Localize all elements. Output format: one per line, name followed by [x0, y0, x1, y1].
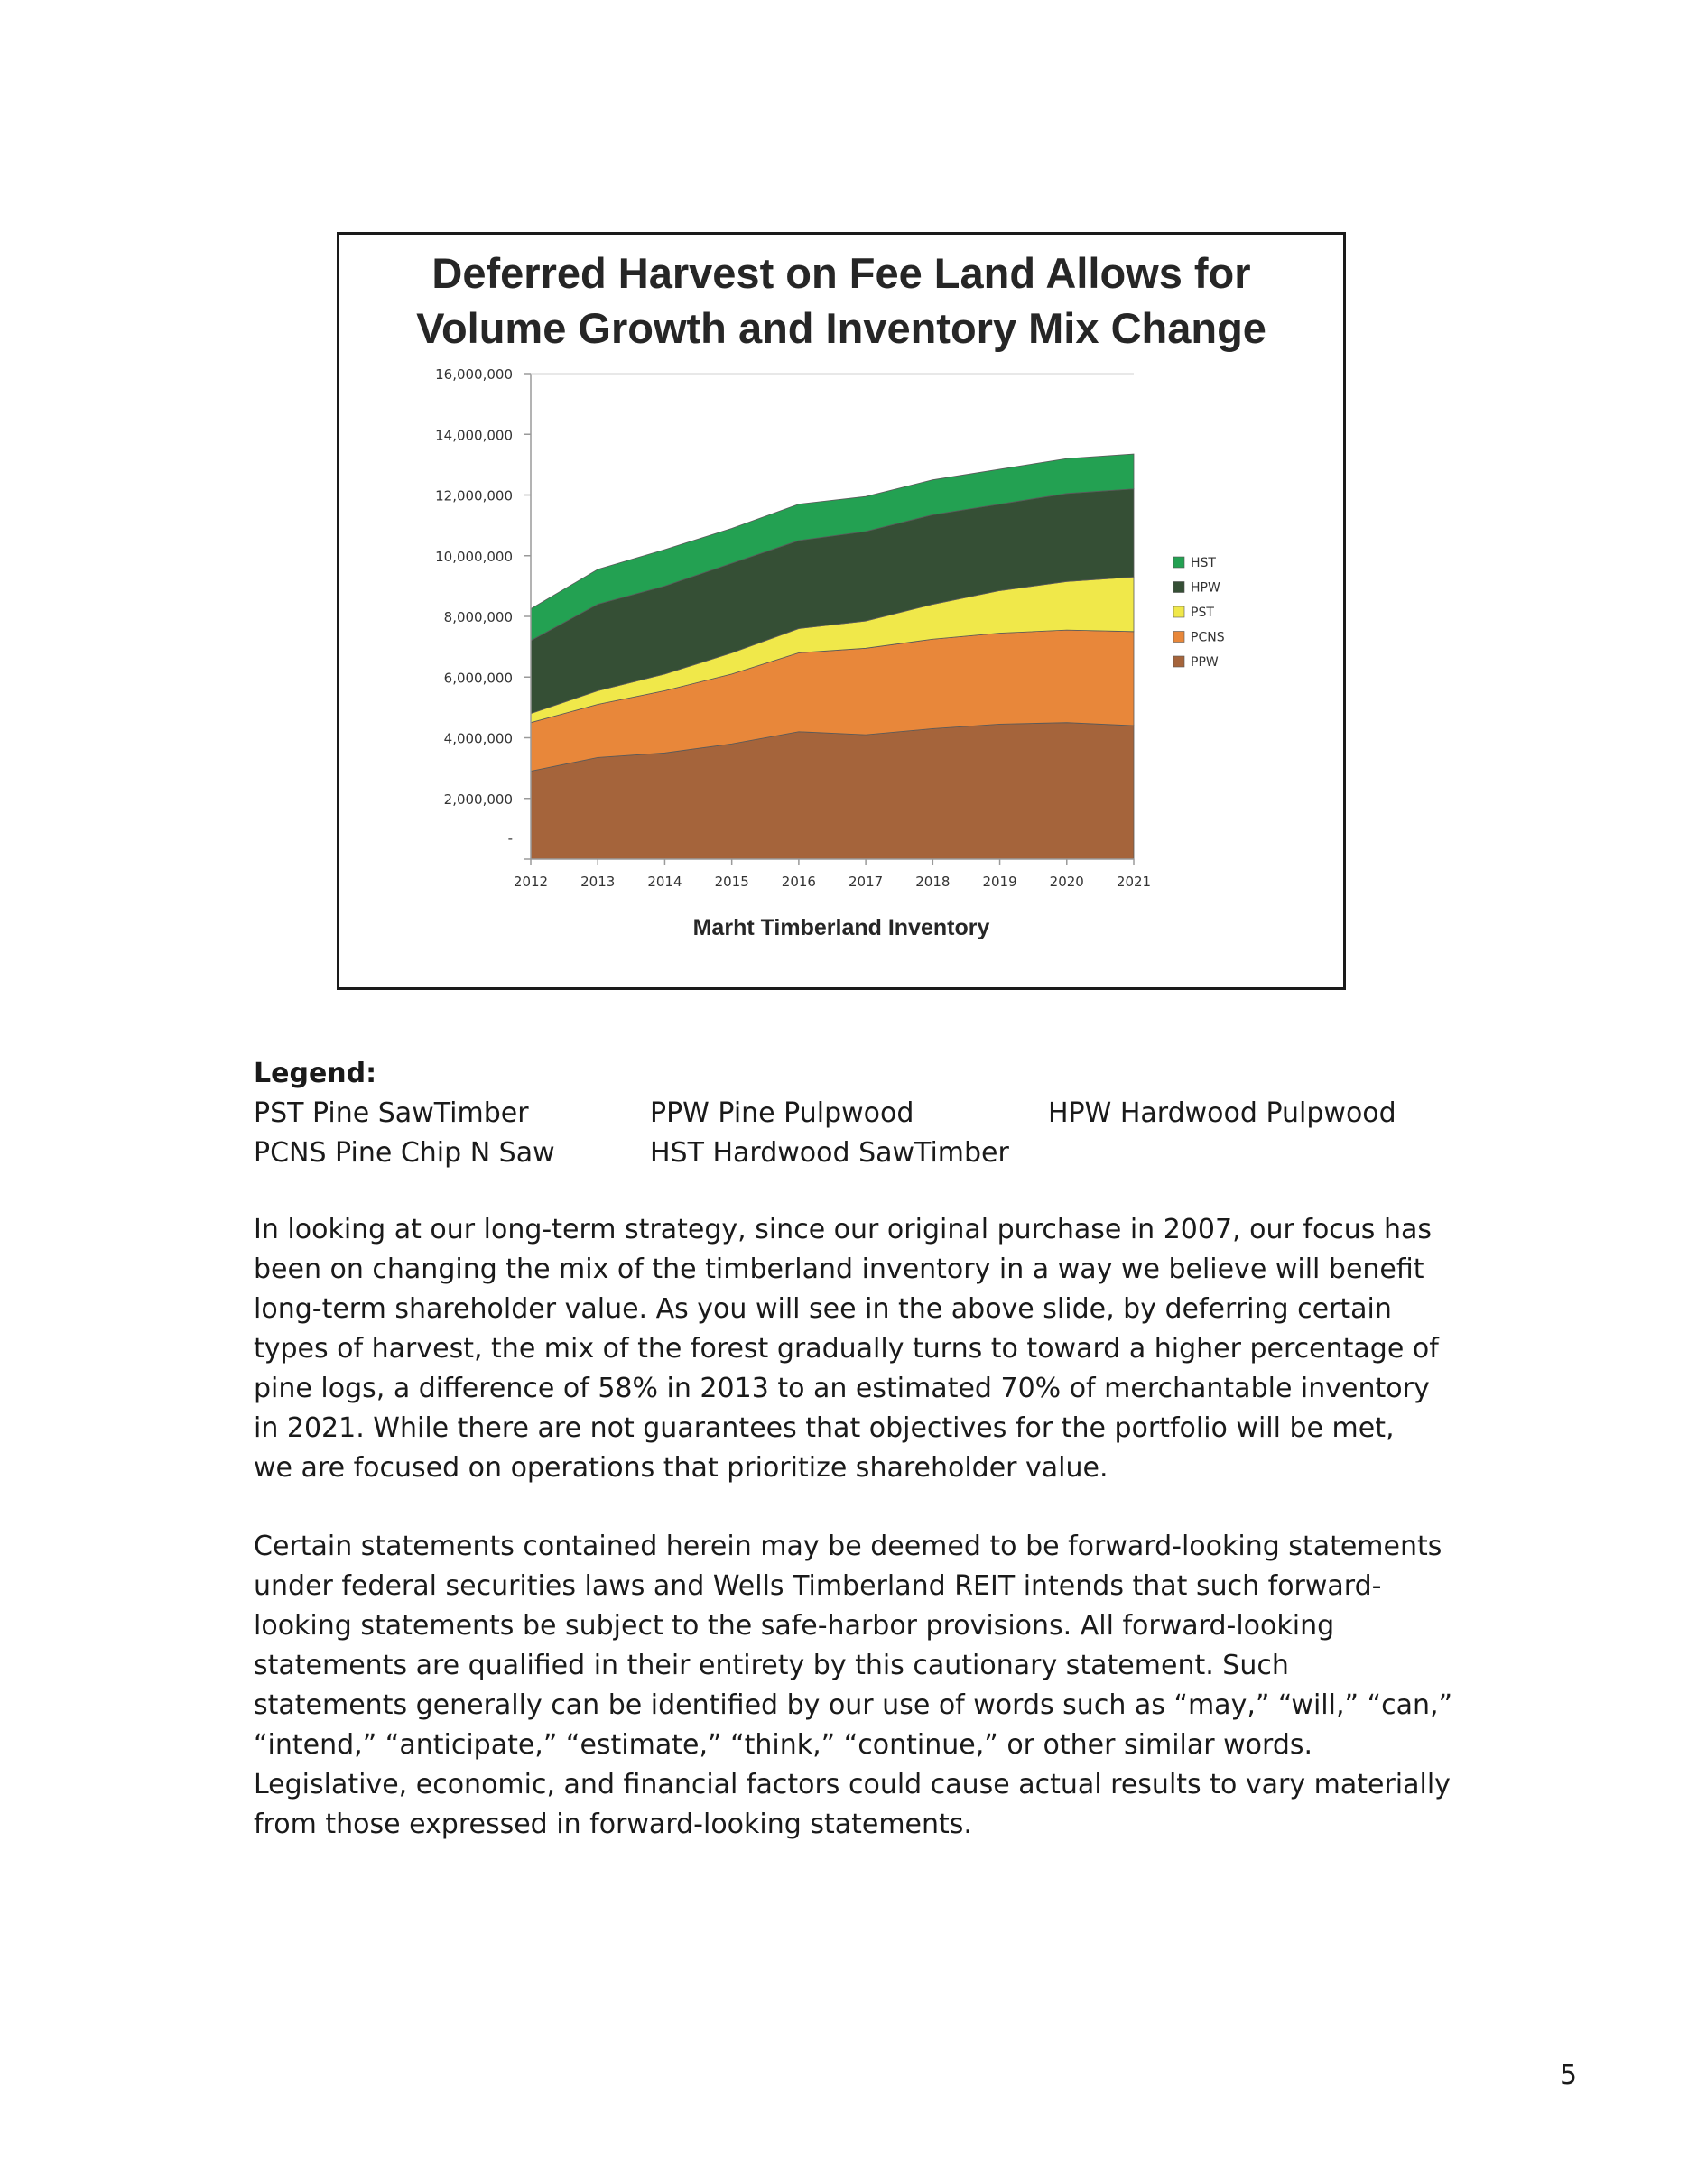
legend-swatch-ppw [1173, 656, 1184, 667]
y-tick-label: 10,000,000 [435, 548, 513, 565]
legend-item-hpw: HPW Hardwood Pulpwood [1048, 1097, 1396, 1129]
legend-item-ppw: PPW Pine Pulpwood [650, 1097, 914, 1129]
chart-slide [337, 232, 1346, 990]
x-tick-label: 2020 [1049, 874, 1084, 890]
paragraph-line: under federal securities laws and Wells Timberland REIT intends that such forward- [254, 1570, 1382, 1602]
y-tick-label: 14,000,000 [435, 427, 513, 444]
x-tick-label: 2012 [513, 874, 549, 890]
y-tick-label: 12,000,000 [435, 487, 513, 504]
slide-title-line-1: Deferred Harvest on Fee Land Allows for [431, 249, 1251, 297]
paragraph-line: pine logs, a difference of 58% in 2013 to an estimated 70% of merchantable inventory [254, 1373, 1430, 1404]
legend-swatch-hpw [1173, 582, 1184, 593]
legend-swatch-hst [1173, 557, 1184, 568]
paragraph-line: statements generally can be identified by our use of words such as “may,” “will,” “can,” [254, 1689, 1453, 1721]
legend-definitions [254, 1094, 1517, 1175]
x-tick-label: 2021 [1116, 874, 1152, 890]
y-tick-label: 2,000,000 [443, 791, 513, 808]
y-tick-label: 6,000,000 [443, 670, 513, 687]
legend-label-hpw: HPW [1191, 580, 1220, 596]
legend-item-hst: HST Hardwood SawTimber [650, 1137, 1009, 1169]
paragraph-line: long-term shareholder value. As you will see in the above slide, by deferring certain [254, 1293, 1392, 1325]
paragraph-line: Certain statements contained herein may be deemed to be forward-looking statements [254, 1531, 1442, 1562]
paragraph-line: In looking at our long-term strategy, since our original purchase in 2007, our focus has [254, 1214, 1432, 1245]
forward-looking-paragraph [254, 1527, 1454, 1845]
y-tick-label: - [507, 830, 513, 847]
paragraph-line: statements are qualified in their entirety by this cautionary statement. Such [254, 1650, 1289, 1681]
legend-label-pst: PST [1191, 606, 1214, 620]
legend-item-pcns: PCNS Pine Chip N Saw [254, 1137, 555, 1169]
x-tick-label: 2018 [915, 874, 951, 890]
legend-swatch-pcns [1173, 632, 1184, 643]
y-tick-label: 8,000,000 [443, 609, 513, 625]
x-tick-label: 2013 [580, 874, 616, 890]
y-tick-label: 16,000,000 [435, 366, 513, 383]
legend-label-ppw: PPW [1191, 655, 1219, 670]
x-tick-label: 2016 [781, 874, 816, 890]
legend-label-hst: HST [1191, 556, 1216, 570]
paragraph-line: looking statements be subject to the safe-harbor provisions. All forward-looking [254, 1610, 1335, 1642]
x-tick-label: 2017 [849, 874, 884, 890]
legend-heading: Legend: [254, 1058, 377, 1089]
legend-item-pst: PST Pine SawTimber [254, 1097, 529, 1129]
legend-swatch-pst [1173, 606, 1184, 617]
legend-label-pcns: PCNS [1191, 630, 1225, 645]
x-tick-label: 2014 [647, 874, 682, 890]
slide-title-line-2: Volume Growth and Inventory Mix Change [416, 304, 1266, 352]
paragraph-line: from those expressed in forward-looking statements. [254, 1809, 972, 1840]
paragraph-line: we are focused on operations that prioritize shareholder value. [254, 1452, 1108, 1484]
strategy-paragraph [254, 1210, 1454, 1488]
x-tick-label: 2015 [714, 874, 749, 890]
paragraph-line: in 2021. While there are not guarantees that objectives for the portfolio will be met, [254, 1412, 1395, 1444]
page-number: 5 [1560, 2059, 1578, 2091]
y-tick-label: 4,000,000 [443, 730, 513, 747]
chart-caption: Marht Timberland Inventory [692, 915, 990, 940]
stacked-area-chart [339, 235, 1343, 987]
paragraph-line: types of harvest, the mix of the forest gradually turns to toward a higher percentage of [254, 1333, 1439, 1365]
paragraph-line: been on changing the mix of the timberland inventory in a way we believe will benefit [254, 1254, 1424, 1285]
x-tick-label: 2019 [982, 874, 1017, 890]
paragraph-line: “intend,” “anticipate,” “estimate,” “think,” “continue,” or other similar words. [254, 1729, 1313, 1761]
paragraph-line: Legislative, economic, and financial factors could cause actual results to vary materially [254, 1769, 1451, 1800]
